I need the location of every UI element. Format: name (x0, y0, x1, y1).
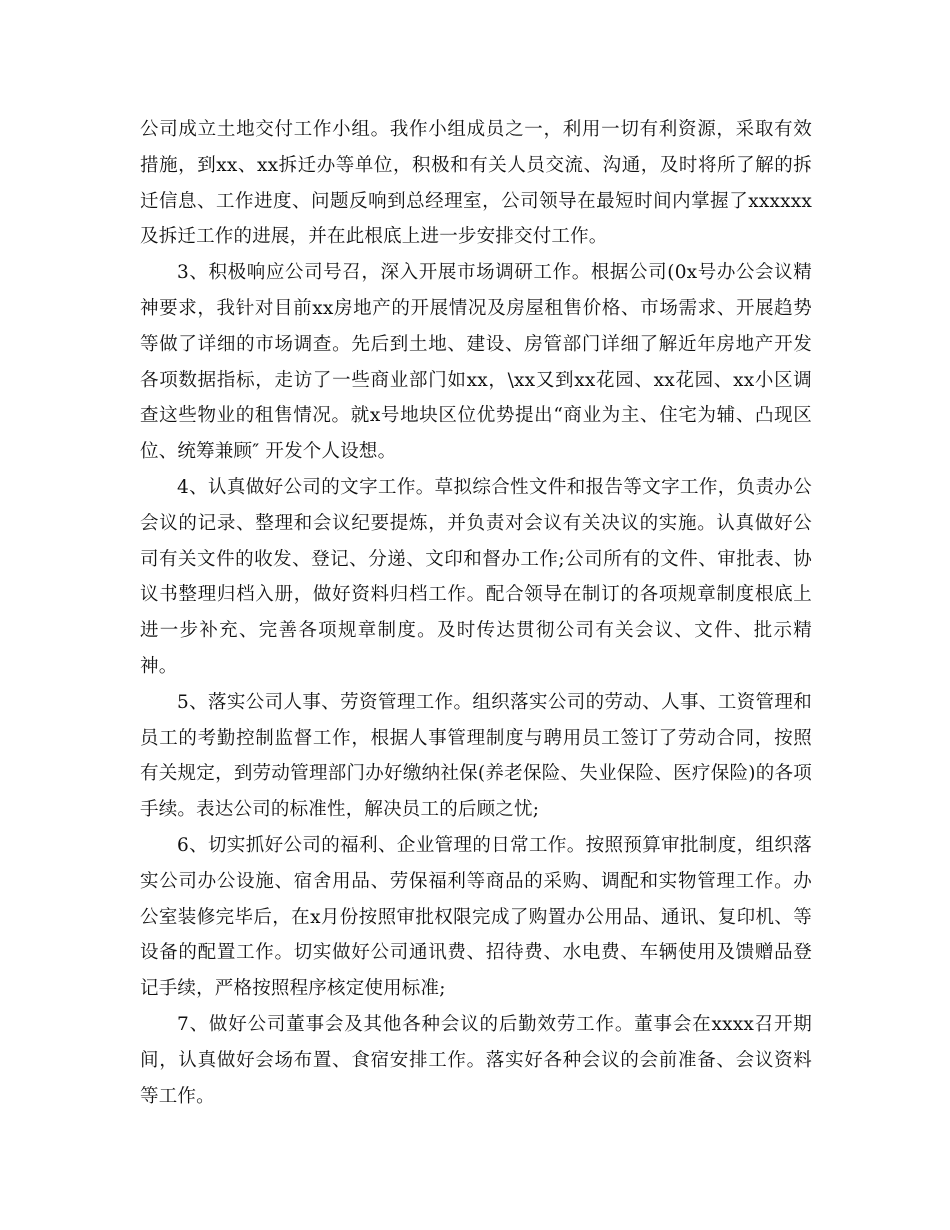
paragraph-personnel-management: 5、落实公司人事、劳资管理工作。组织落实公司的劳动、人事、工资管理和员工的考勤控制监督工作，根据人事管理制度与聘用员工签订了劳动合同，按照有关规定，到劳动管理部门办好缴纳社保(养老保险、失业保险、医疗保险)的各项手续。表达公司的标准性，解决员工的后顾之忧; (140, 691, 812, 821)
paragraph-market-research: 3、积极响应公司号召，深入开展市场调研工作。根据公司(0x号办公会议精神要求，我针对目前xx房地产的开展情况及房屋租售价格、市场需求、开展趋势等做了详细的市场调查。先后到土地、建设、房管部门详细了解近年房地产开发各项数据指标，走访了一些商业部门如xx，\xx又到xx花园、xx花园、xx小区调查这些物业的租售情况。就x号地块区位优势提出“商业为主、住宅为辅、凸现区位、统筹兼顾″ 开发个人设想。 (140, 262, 812, 463)
paragraph-meeting-logistics: 7、做好公司董事会及其他各种会议的后勤效劳工作。董事会在xxxx召开期间，认真做好会场布置、食宿安排工作。落实好各种会议的会前准备、会议资料等工作。 (140, 1013, 812, 1107)
paragraph-welfare-management: 6、切实抓好公司的福利、企业管理的日常工作。按照预算审批制度，组织落实公司办公设施、宿舍用品、劳保福利等商品的采购、调配和实物管理工作。办公室装修完毕后，在x月份按照审批权限完成了购置办公用品、通讯、复印机、等设备的配置工作。切实做好公司通讯费、招待费、水电费、车辆使用及馈赠品登记手续，严格按照程序核定使用标准; (140, 834, 812, 1000)
document-body (140, 112, 812, 1114)
paragraph-document-work: 4、认真做好公司的文字工作。草拟综合性文件和报告等文字工作，负责办公会议的记录、整理和会议纪要提炼，并负责对会议有关决议的实施。认真做好公司有关文件的收发、登记、分递、文印和督办工作;公司所有的文件、审批表、协议书整理归档入册，做好资料归档工作。配合领导在制订的各项规章制度根底上进一步补充、完善各项规章制度。及时传达贯彻公司有关会议、文件、批示精神。 (140, 476, 812, 677)
paragraph-land-delivery: 公司成立土地交付工作小组。我作小组成员之一，利用一切有利资源，采取有效措施，到xx、xx拆迁办等单位，积极和有关人员交流、沟通，及时将所了解的拆迁信息、工作进度、问题反响到总经理室，公司领导在最短时间内掌握了xxxxxx及拆迁工作的进展，并在此根底上进一步安排交付工作。 (140, 119, 812, 248)
